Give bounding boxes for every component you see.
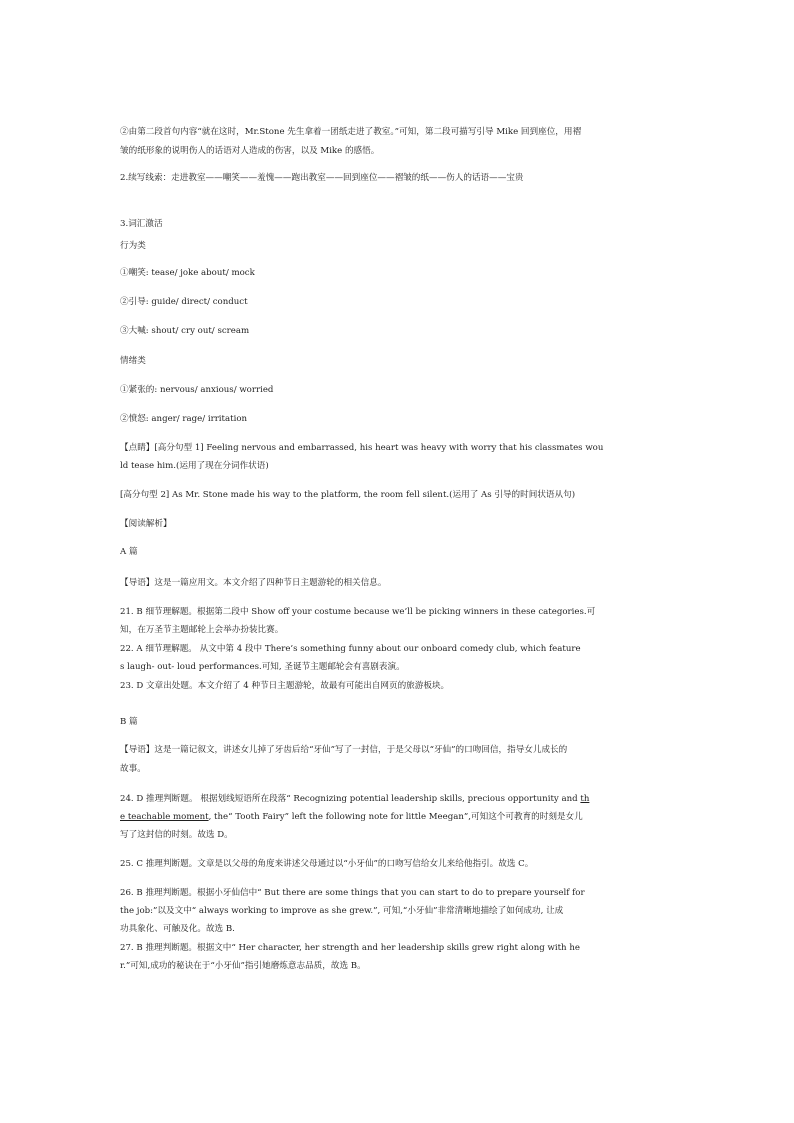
answer-line: 写了这封信的时刻。故选 D。 [120,830,233,840]
answer-line: s laugh- out- loud performances.可知, 圣诞节主题邮轮会有喜剧表演。 [120,662,405,672]
answer-text: 24. D 推理判断题。 根据划线短语所在段落“ Recognizing potential leadership skills, precious opportunity and [120,794,581,804]
text-line: 行为类 [120,241,146,251]
underlined-phrase: th [580,794,590,804]
vocab-item: ①紧张的: nervous/ anxious/ worried [120,385,274,395]
text-line: 情绪类 [120,356,146,366]
text-line: 2.续写线索：走进教室——嘲笑——羞愧——跑出教室——回到座位——褶皱的纸——伤人的话语——宝贵 [120,173,524,183]
section-heading: 【阅读解析】 [120,519,172,529]
text-line: 故事。 [120,764,146,774]
text-line: 【点睛】[高分句型 1] Feeling nervous and embarrassed, his heart was heavy with worry that his classmates wou [120,443,604,453]
vocab-item: ③大喊: shout/ cry out/ scream [120,326,250,336]
vocab-item: ①嘲笑: tease/ joke about/ mock [120,268,255,278]
vocab-item: ②引导: guide/ direct/ conduct [120,297,248,307]
section-heading: 3.词汇激活 [120,219,163,229]
answer-line: 功具象化、可触及化。故选 B. [120,924,235,934]
text-line: [高分句型 2] As Mr. Stone made his way to the platform, the room fell silent.(运用了 As 引导的时间状语从句) [120,490,576,500]
answer-line: 27. B 推理判断题。根据文中“ Her character, her strength and her leadership skills grew right along with he [120,943,580,953]
answer-line: 22. A 细节理解题。 从文中第 4 段中 There’s something funny about our onboard comedy club, which feature [120,644,581,654]
answer-line: r.”可知,成功的秘诀在于“小牙仙”指引她磨炼意志品质，故选 B。 [120,961,366,971]
answer-line: 26. B 推理判断题。根据小牙仙信中“ But there are some things that you can start to do to prepare yourself for [120,888,585,898]
text-line: 【导语】这是一篇应用文。本文介绍了四种节日主题游轮的相关信息。 [120,578,387,588]
answer-line: the job:”以及文中“ always working to improve as she grew.”, 可知,“小牙仙”非常清晰地描绘了如何成功, 让成 [120,906,564,916]
answer-text: , the“ Tooth Fairy” left the following note for little Meegan”,可知这个可教育的时刻是女儿 [208,812,583,822]
section-heading: A 篇 [120,547,138,557]
underlined-phrase: e teachable moment [120,812,209,822]
answer-line [120,811,680,823]
vocab-item: ②愤怒: anger/ rage/ irritation [120,414,248,424]
answer-line: 知，在万圣节主题邮轮上会举办扮装比赛。 [120,625,284,635]
text-line: ②由第二段首句内容“就在这时，Mr.Stone 先生拿着一团纸走进了教室。”可知，第二段可描写引导 Mike 回到座位，用褶 [120,127,582,137]
answer-line: 23. D 文章出处题。本文介绍了 4 种节日主题游轮，故最有可能出自网页的旅游板块。 [120,681,450,691]
text-line: 皱的纸形象的说明伤人的话语对人造成的伤害，以及 Mike 的感悟。 [120,146,380,156]
answer-line: 25. C 推理判断题。文章是以父母的角度来讲述父母通过以“小牙仙”的口吻写信给女儿来给他指引。故选 C。 [120,859,534,869]
text-line: ld tease him.(运用了现在分词作状语) [120,461,269,471]
text-line: 【导语】这是一篇记叙文，讲述女儿掉了牙齿后给“牙仙”写了一封信，于是父母以“牙仙”的口吻回信，指导女儿成长的 [120,745,568,755]
answer-line: 21. B 细节理解题。根据第二段中 Show off your costume because we’ll be picking winners in these categories.可 [120,607,596,617]
answer-line [120,793,680,805]
section-heading: B 篇 [120,717,138,727]
